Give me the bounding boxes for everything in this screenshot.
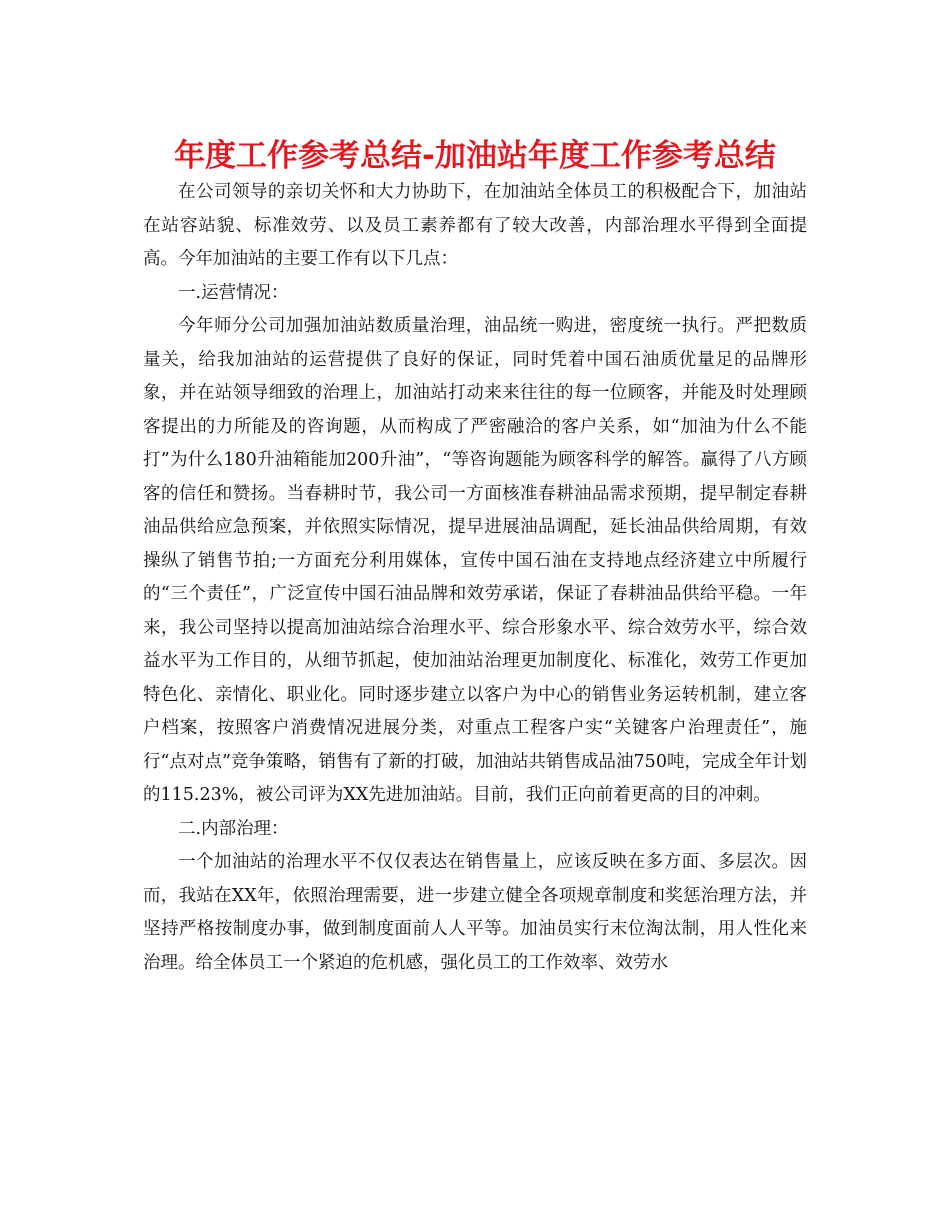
intro-paragraph: 在公司领导的亲切关怀和大力协助下，在加油站全体员工的积极配合下，加油站在站容站貌、标准效劳、以及员工素养都有了较大改善，内部治理水平得到全面提高。今年加油站的主要工作有以下几点： [143, 182, 807, 269]
operations-paragraph: 今年师分公司加强加油站数质量治理，油品统一购进，密度统一执行。严把数质量关，给我加油站的运营提供了良好的保证，同时凭着中国石油质优量足的品牌形象，并在站领导细致的治理上，加油站打动来来往往的每一位顾客，并能及时处理顾客提出的力所能及的咨询题，从而构成了严密融洽的客户关系，如“加油为什么不能打”为什么180升油箱能加200升油”，“等咨询题能为顾客科学的解答。赢得了八方顾客的信任和赞扬。当春耕时节，我公司一方面核准春耕油品需求预期，提早制定春耕油品供给应急预案，并依照实际情况，提早进展油品调配，延长油品供给周期，有效操纵了销售节拍;一方面充分利用媒体，宣传中国石油在支持地点经济建立中所履行的“三个责任”，广泛宣传中国石油品牌和效劳承诺，保证了春耕油品供给平稳。一年来，我公司坚持以提高加油站综合治理水平、综合形象水平、综合效劳水平，综合效益水平为工作目的，从细节抓起，使加油站治理更加制度化、标准化，效劳工作更加特色化、亲情化、职业化。同时逐步建立以客户为中心的销售业务运转机制，建立客户档案，按照客户消费情况进展分类，对重点工程客户实“关键客户治理责任”，施行“点对点”竞争策略，销售有了新的打破，加油站共销售成品油750吨，完成全年计划的115.23%，被公司评为XX先进加油站。目前，我们正向前着更高的目的冲刺。 [143, 316, 807, 805]
section-heading-operations: 一.运营情况： [178, 282, 289, 303]
internal-management-paragraph: 一个加油站的治理水平不仅仅表达在销售量上，应该反映在多方面、多层次。因而，我站在XX年，依照治理需要，进一步建立健全各项规章制度和奖惩治理方法，并坚持严格按制度办事，做到制度面前人人平等。加油员实行末位淘汰制，用人性化来治理。给全体员工一个紧迫的危机感，强化员工的工作效率、效劳水 [143, 852, 807, 973]
document-title: 年度工作参考总结-加油站年度工作参考总结 [174, 138, 776, 174]
document-body [143, 176, 807, 980]
section-heading-internal-management: 二.内部治理： [178, 818, 289, 839]
